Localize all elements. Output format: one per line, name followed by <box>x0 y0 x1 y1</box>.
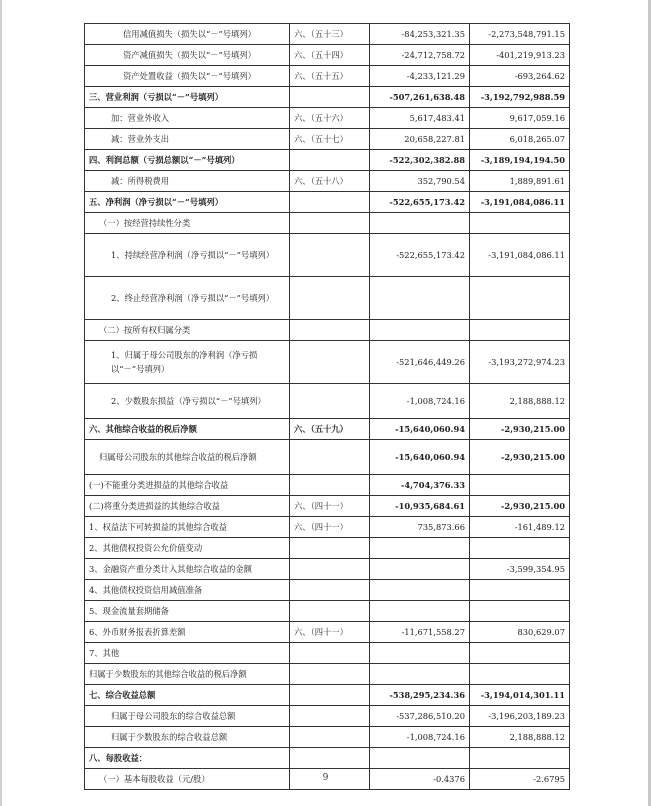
line-item-name: 减：所得税费用 <box>85 171 290 192</box>
current-period-amount: -24,712,758.72 <box>370 45 470 66</box>
prior-period-amount <box>470 601 570 622</box>
line-item-name: 减：营业外支出 <box>85 129 290 150</box>
table-row <box>85 440 570 475</box>
table-row <box>85 748 570 769</box>
line-item-name: 3、金融资产重分类计入其他综合收益的金额 <box>85 559 290 580</box>
current-period-amount <box>370 213 470 234</box>
table-row <box>85 320 570 341</box>
prior-period-amount: -3,192,792,988.59 <box>470 87 570 108</box>
current-period-amount: 735,873.66 <box>370 517 470 538</box>
note-reference <box>290 706 370 727</box>
prior-period-amount <box>470 475 570 496</box>
line-item-name: (一)不能重分类进损益的其他综合收益 <box>85 475 290 496</box>
table-row <box>85 87 570 108</box>
note-reference <box>290 213 370 234</box>
note-reference: 六、（五十四） <box>290 45 370 66</box>
prior-period-amount <box>470 664 570 685</box>
table-row <box>85 517 570 538</box>
line-item-name: 四、利润总额（亏损总额以“－”号填列） <box>85 150 290 171</box>
note-reference: 六、（五十八） <box>290 171 370 192</box>
table-row <box>85 234 570 277</box>
prior-period-amount: -161,489.12 <box>470 517 570 538</box>
line-item-name: 归属母公司股东的其他综合收益的税后净额 <box>85 440 290 475</box>
current-period-amount: -507,261,638.48 <box>370 87 470 108</box>
prior-period-amount: 830,629.07 <box>470 622 570 643</box>
prior-period-amount: -3,196,203,189.23 <box>470 706 570 727</box>
note-reference: 六、（五十六） <box>290 108 370 129</box>
prior-period-amount: 2,188,888.12 <box>470 727 570 748</box>
table-row <box>85 419 570 440</box>
line-item-name: 信用减值损失（损失以“－”号填列） <box>85 24 290 45</box>
note-reference <box>290 320 370 341</box>
note-reference: 六、（四十一） <box>290 622 370 643</box>
prior-period-amount: -693,264.62 <box>470 66 570 87</box>
current-period-amount: 352,790.54 <box>370 171 470 192</box>
note-reference <box>290 664 370 685</box>
note-reference <box>290 559 370 580</box>
table-row <box>85 277 570 320</box>
prior-period-amount: 9,617,059.16 <box>470 108 570 129</box>
prior-period-amount <box>470 748 570 769</box>
current-period-amount: -0.4376 <box>370 769 470 790</box>
prior-period-amount <box>470 320 570 341</box>
current-period-amount: -522,302,382.88 <box>370 150 470 171</box>
line-item-name: 三、营业利润（亏损以“－”号填列） <box>85 87 290 108</box>
line-item-name: 六、其他综合收益的税后净额 <box>85 419 290 440</box>
table-row <box>85 538 570 559</box>
prior-period-amount: -401,219,913.23 <box>470 45 570 66</box>
note-reference <box>290 440 370 475</box>
table-row <box>85 213 570 234</box>
note-reference <box>290 192 370 213</box>
note-reference <box>290 150 370 171</box>
current-period-amount <box>370 664 470 685</box>
prior-period-amount: -3,193,272,974.23 <box>470 341 570 384</box>
table-row <box>85 192 570 213</box>
table-row <box>85 108 570 129</box>
line-item-name: （一）按经营持续性分类 <box>85 213 290 234</box>
table-row <box>85 601 570 622</box>
table-row <box>85 643 570 664</box>
current-period-amount <box>370 643 470 664</box>
prior-period-amount <box>470 538 570 559</box>
current-period-amount: -537,286,510.20 <box>370 706 470 727</box>
current-period-amount <box>370 320 470 341</box>
line-item-name: 1、持续经营净利润（净亏损以“－”号填列） <box>85 234 290 277</box>
current-period-amount <box>370 748 470 769</box>
note-reference <box>290 580 370 601</box>
table-row <box>85 475 570 496</box>
table-row <box>85 129 570 150</box>
line-item-name: （一）基本每股收益（元/股） <box>85 769 290 790</box>
note-reference <box>290 748 370 769</box>
prior-period-amount: -2,930,215.00 <box>470 419 570 440</box>
note-reference: 六、（五十七） <box>290 129 370 150</box>
current-period-amount <box>370 601 470 622</box>
prior-period-amount: -3,191,084,086.11 <box>470 234 570 277</box>
current-period-amount: -1,008,724.16 <box>370 384 470 419</box>
line-item-name: 2、其他债权投资公允价值变动 <box>85 538 290 559</box>
current-period-amount: -15,640,060.94 <box>370 440 470 475</box>
prior-period-amount: -2,930,215.00 <box>470 440 570 475</box>
current-period-amount: -522,655,173.42 <box>370 192 470 213</box>
prior-period-amount: 6,018,265.07 <box>470 129 570 150</box>
line-item-name: 4、其他债权投资信用减值准备 <box>85 580 290 601</box>
current-period-amount: -4,704,376.33 <box>370 475 470 496</box>
current-period-amount: -10,935,684.61 <box>370 496 470 517</box>
table-row <box>85 341 570 384</box>
line-item-name: 七、综合收益总额 <box>85 685 290 706</box>
table-row <box>85 664 570 685</box>
note-reference <box>290 234 370 277</box>
table-row <box>85 706 570 727</box>
note-reference <box>290 341 370 384</box>
table-row <box>85 496 570 517</box>
table-row <box>85 384 570 419</box>
line-item-name: 归属于少数股东的其他综合收益的税后净额 <box>85 664 290 685</box>
table-row <box>85 150 570 171</box>
note-reference <box>290 384 370 419</box>
line-item-name: 2、少数股东损益（净亏损以“－”号填列） <box>85 384 290 419</box>
prior-period-amount: 2,188,888.12 <box>470 384 570 419</box>
prior-period-amount: -2,930,215.00 <box>470 496 570 517</box>
line-item-name: 归属于母公司股东的综合收益总额 <box>85 706 290 727</box>
current-period-amount: -1,008,724.16 <box>370 727 470 748</box>
line-item-name: 1、权益法下可转损益的其他综合收益 <box>85 517 290 538</box>
table-row <box>85 559 570 580</box>
current-period-amount: -84,253,321.35 <box>370 24 470 45</box>
current-period-amount <box>370 559 470 580</box>
current-period-amount <box>370 538 470 559</box>
current-period-amount: 20,658,227.81 <box>370 129 470 150</box>
line-item-name: 2、终止经营净利润（净亏损以“－”号填列） <box>85 277 290 320</box>
prior-period-amount: -3,599,354.95 <box>470 559 570 580</box>
current-period-amount: -15,640,060.94 <box>370 419 470 440</box>
table-row <box>85 24 570 45</box>
prior-period-amount: -2.6795 <box>470 769 570 790</box>
note-reference <box>290 277 370 320</box>
note-reference <box>290 601 370 622</box>
line-item-name: （二）按所有权归属分类 <box>85 320 290 341</box>
note-reference: 六、（四十一） <box>290 496 370 517</box>
note-reference <box>290 475 370 496</box>
line-item-name: 归属于少数股东的综合收益总额 <box>85 727 290 748</box>
table-row <box>85 171 570 192</box>
page-number: 9 <box>322 773 329 783</box>
note-reference: 六、（五十五） <box>290 66 370 87</box>
line-item-name: 7、其他 <box>85 643 290 664</box>
prior-period-amount: -3,191,084,086.11 <box>470 192 570 213</box>
current-period-amount <box>370 277 470 320</box>
note-reference <box>290 538 370 559</box>
table-row <box>85 622 570 643</box>
prior-period-amount <box>470 580 570 601</box>
note-reference <box>290 643 370 664</box>
line-item-name: 八、每股收益： <box>85 748 290 769</box>
current-period-amount: -521,646,449.26 <box>370 341 470 384</box>
note-reference <box>290 87 370 108</box>
prior-period-amount: -2,273,548,791.15 <box>470 24 570 45</box>
table-row <box>85 66 570 87</box>
line-item-name: 五、净利润（净亏损以“－”号填列） <box>85 192 290 213</box>
current-period-amount: -538,295,234.36 <box>370 685 470 706</box>
table-row <box>85 727 570 748</box>
line-item-name: 资产减值损失（损失以“－”号填列） <box>85 45 290 66</box>
table-row <box>85 580 570 601</box>
line-item-name: 5、现金流量套期储备 <box>85 601 290 622</box>
current-period-amount: -522,655,173.42 <box>370 234 470 277</box>
table-row <box>85 685 570 706</box>
prior-period-amount <box>470 643 570 664</box>
prior-period-amount <box>470 277 570 320</box>
prior-period-amount: -3,194,014,301.11 <box>470 685 570 706</box>
note-reference <box>290 727 370 748</box>
line-item-name: (二)将重分类进损益的其他综合收益 <box>85 496 290 517</box>
prior-period-amount: -3,189,194,194.50 <box>470 150 570 171</box>
line-item-name: 资产处置收益（损失以“－”号填列） <box>85 66 290 87</box>
note-reference: 六、（四十一） <box>290 517 370 538</box>
income-statement-body <box>85 24 570 790</box>
current-period-amount: 5,617,483.41 <box>370 108 470 129</box>
note-reference: 六、（五十九） <box>290 419 370 440</box>
income-statement-table <box>84 23 570 790</box>
prior-period-amount <box>470 213 570 234</box>
current-period-amount: -11,671,558.27 <box>370 622 470 643</box>
current-period-amount: -4,233,121.29 <box>370 66 470 87</box>
line-item-name: 6、外币财务报表折算差额 <box>85 622 290 643</box>
note-reference: 六、（五十三） <box>290 24 370 45</box>
table-row <box>85 45 570 66</box>
current-period-amount <box>370 580 470 601</box>
line-item-name: 1、归属于母公司股东的净利润（净亏损以“－”号填列） <box>85 341 290 384</box>
prior-period-amount: 1,889,891.61 <box>470 171 570 192</box>
page-left-edge <box>0 0 2 806</box>
line-item-name: 加：营业外收入 <box>85 108 290 129</box>
note-reference <box>290 685 370 706</box>
